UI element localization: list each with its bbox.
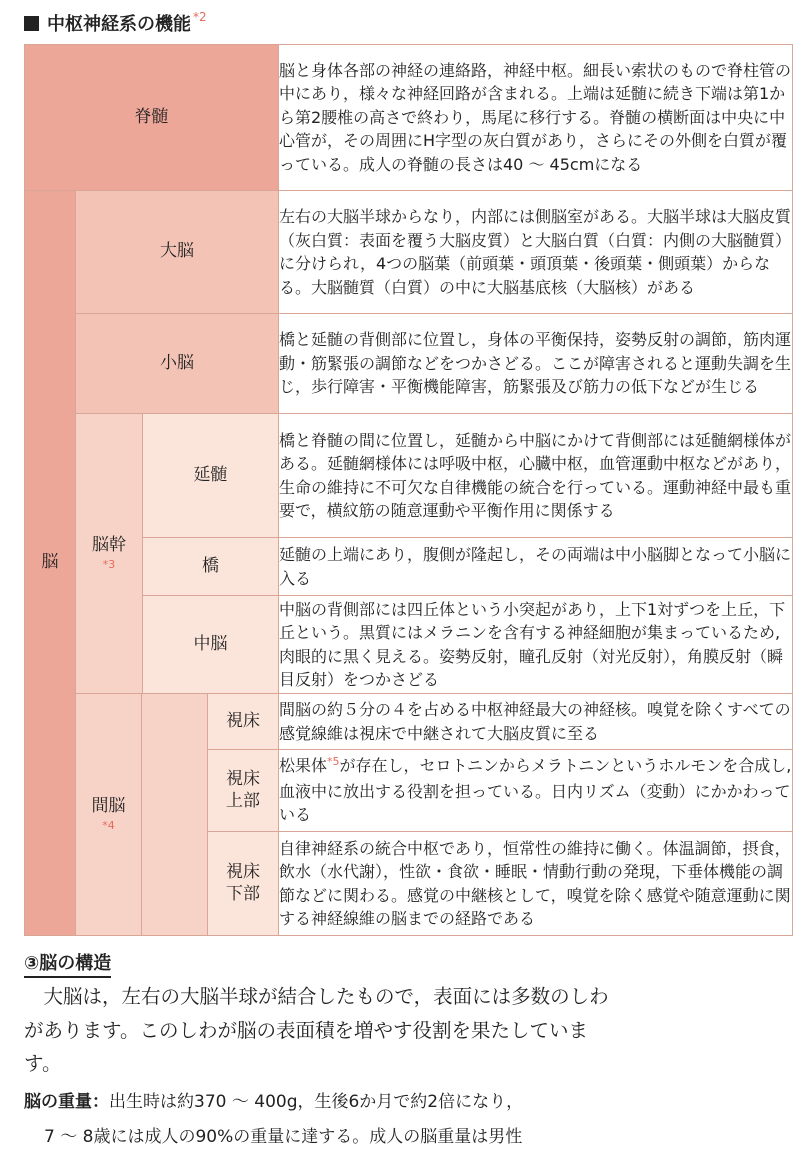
section-body xyxy=(24,980,624,1081)
epithalamus-desc xyxy=(279,750,793,832)
table-title xyxy=(24,8,207,38)
table-row xyxy=(25,45,793,191)
hypothalamus-label xyxy=(208,832,279,936)
epithalamus-desc-post: が存在し，セロトニンからメラトニンというホルモンを合成し, 血液中に放出する役割を担っている。日内リズム（変動）にかかわっている xyxy=(279,756,792,825)
diencephalon-note: *4 xyxy=(102,819,115,833)
table-row xyxy=(25,191,793,314)
brain-weight-line-1 xyxy=(24,1085,624,1120)
brainstem-note: *3 xyxy=(102,558,116,572)
medulla-label: 延髄 xyxy=(143,414,279,538)
epithalamus-desc-note: *5 xyxy=(327,755,340,769)
table-title-text: 中枢神経系の機能 xyxy=(47,14,191,35)
brainstem-label xyxy=(76,414,143,694)
hypothalamus-desc: 自律神経系の統合中枢であり，恒常性の維持に働く。体温調節，摂食，飲水（水代謝），性欲・食欲・睡眠・情動行動の発現，下垂体機能の調節などに関わる。感覚の中継核として，嗅覚を除く感覚や随意運動に関する神経線維の脳までの経路である xyxy=(279,832,793,936)
pons-label: 橋 xyxy=(143,538,279,596)
spinal-cord-desc: 脳と身体各部の神経の連絡路，神経中枢。細長い索状のもので脊柱管の中にあり，様々な神経回路が含まれる。上端は延髄に続き下端は第1から第2腰椎の高さで終わり，馬尾に移行する。脊髄の横断面は中央に中心管が，その周囲にH字型の灰白質があり，さらにその外側を白質が覆っている。成人の脊髄の長さは40 ～ 45cmになる xyxy=(279,45,793,191)
cerebellum-desc: 橋と延髄の背側部に位置し，身体の平衡保持，姿勢反射の調節，筋肉運動・筋緊張の調節などをつかさどる。ここが障害されると運動失調を生じ，歩行障害・平衡機能障害，筋緊張及び筋力の低下などが生じる xyxy=(279,314,793,414)
thalamus-desc: 間脳の約５分の４を占める中枢神経最大の神経核。嗅覚を除くすべての感覚線維は視床で中継されて大脳皮質に至る xyxy=(279,694,793,750)
diencephalon-label-text: 間脳 xyxy=(91,796,126,816)
table-row xyxy=(25,414,793,538)
epithalamus-label xyxy=(208,750,279,832)
epithalamus-label-2: 上部 xyxy=(226,790,260,811)
epithalamus-label-1: 視床 xyxy=(226,769,260,790)
brain-weight-text-1: 出生時は約370 ～ 400g，生後6か月で約2倍になり， xyxy=(109,1092,524,1112)
brain-weight-label: 脳の重量： xyxy=(24,1092,109,1112)
midbrain-desc: 中脳の背側部には四丘体という小突起があり，上下1対ずつを上丘，下丘という。黒質にはメラニンを含有する神経細胞が集まっているため, 肉眼的に黒く見える。姿勢反射，瞳孔反射（対光反射），角膜反射（瞬目反射）をつかさどる xyxy=(279,596,793,694)
cerebrum-desc: 左右の大脳半球からなり，内部には側脳室がある。大脳半球は大脳皮質（灰白質：表面を覆う大脳皮質）と大脳白質（白質：内側の大脳髄質）に分けられ，4つの脳葉（前頭葉・頭頂葉・後頭葉・側頭葉）からなる。大脳髄質（白質）の中に大脳基底核（大脳核）がある xyxy=(279,191,793,314)
diencephalon-label xyxy=(76,694,208,936)
section-heading: ③脳の構造 xyxy=(24,953,111,978)
hypothalamus-label-1: 視床 xyxy=(226,862,260,883)
brain-weight-line-2: 7 ～ 8歳には成人の90%の重量に達する。成人の脳重量は男性 xyxy=(44,1127,523,1147)
square-bullet-icon xyxy=(24,16,39,31)
cerebellum-label: 小脳 xyxy=(76,314,279,414)
pons-desc: 延髄の上端にあり，腹側が隆起し，その両端は中小脳脚となって小脳に入る xyxy=(279,538,793,596)
brain-label: 脳 xyxy=(25,191,76,936)
brainstem-label-text: 脳幹 xyxy=(92,535,126,555)
brain-weight-block xyxy=(24,1085,624,1155)
cns-function-table xyxy=(24,44,793,936)
diencephalon-label-box xyxy=(76,694,142,935)
section-paragraph: 大脳は，左右の大脳半球が結合したもので，表面には多数のしわがあります。このしわが脳の表面積を増やす役割を果たしています。 xyxy=(24,985,609,1075)
thalamus-label: 視床 xyxy=(208,694,279,750)
table-row xyxy=(25,694,793,750)
midbrain-label: 中脳 xyxy=(143,596,279,694)
footnote-marker: *2 xyxy=(193,10,207,24)
cerebrum-label: 大脳 xyxy=(76,191,279,314)
spinal-cord-label: 脊髄 xyxy=(25,45,279,191)
epithalamus-desc-pre: 松果体 xyxy=(279,756,328,776)
medulla-desc: 橋と脊髄の間に位置し，延髄から中脳にかけて背側部には延髄網様体がある。延髄網様体には呼吸中枢，心臓中枢，血管運動中枢などがあり，生命の維持に不可欠な自律機能の統合を行っている。運動神経中最も重要で，横紋筋の随意運動や平衡作用に関係する xyxy=(279,414,793,538)
hypothalamus-label-2: 下部 xyxy=(226,883,260,904)
table-row xyxy=(25,314,793,414)
